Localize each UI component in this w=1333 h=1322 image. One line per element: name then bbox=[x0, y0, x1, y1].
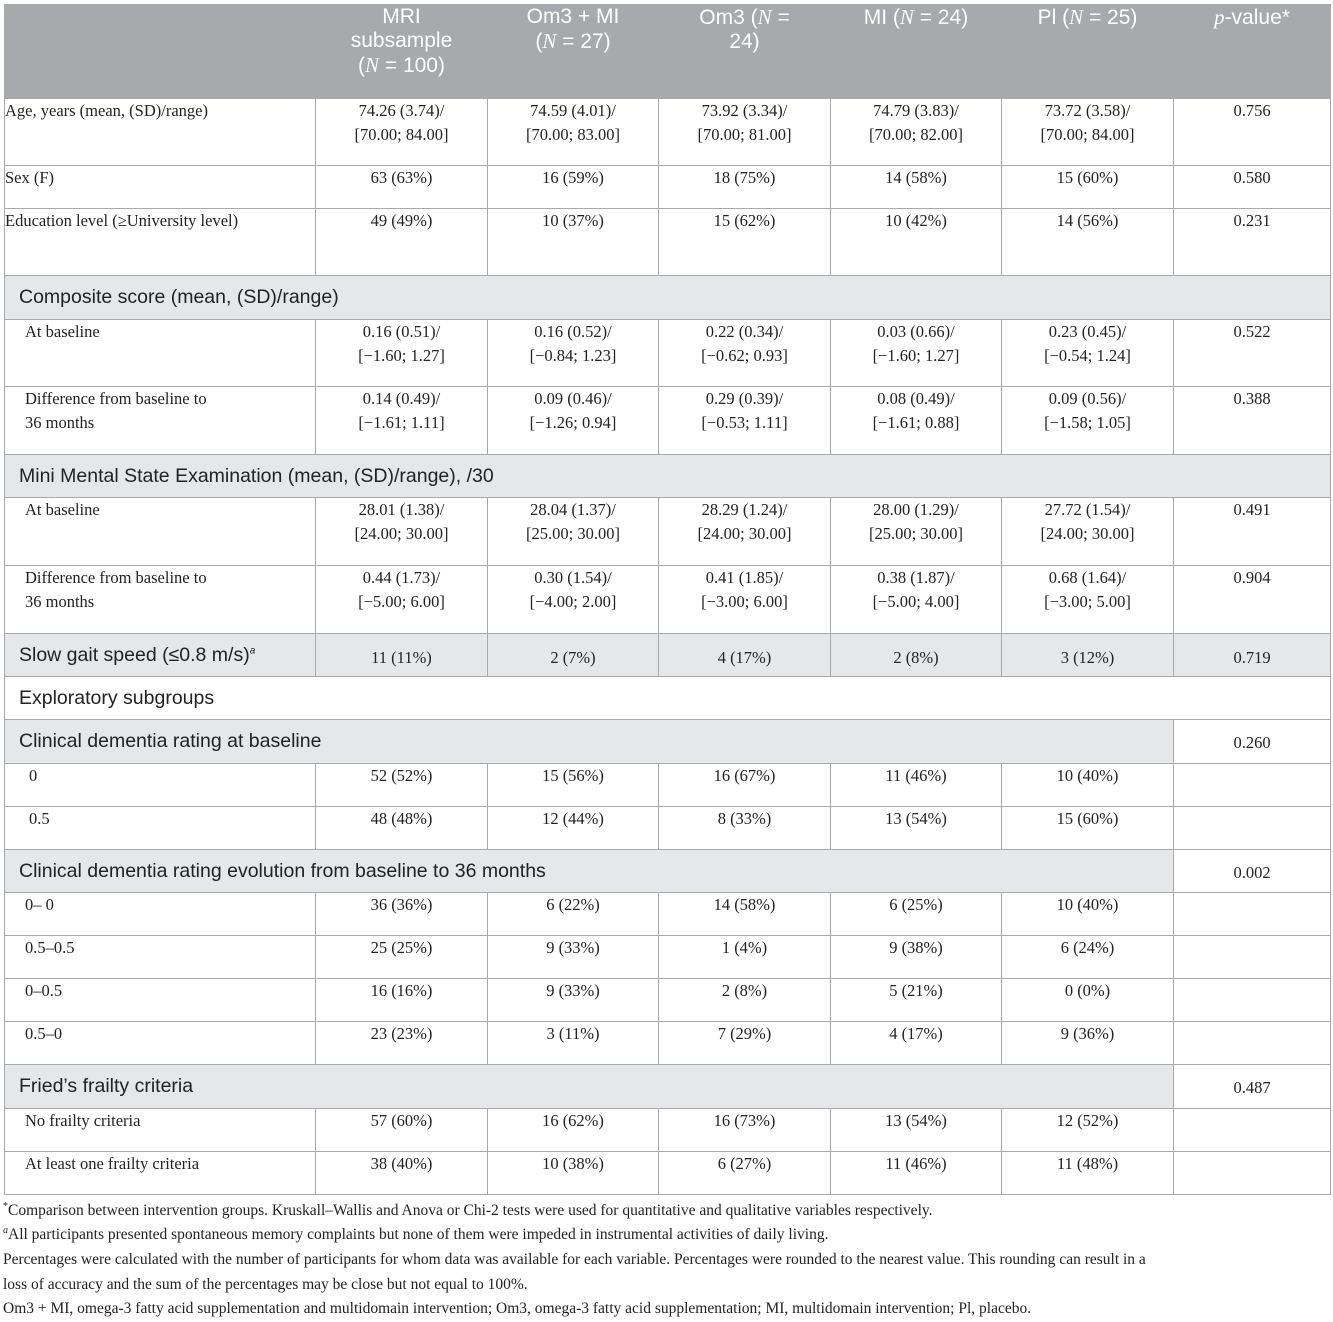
cell-p-value: 0.491 bbox=[1174, 498, 1331, 566]
row-label: 0–0.5 bbox=[5, 979, 316, 1022]
section-title: Mini Mental State Examination (mean, (SD)/range), /30 bbox=[5, 455, 1331, 498]
cell-mri: 36 (36%) bbox=[316, 893, 488, 936]
cell-mri: 74.26 (3.74)/ [70.00; 84.00] bbox=[316, 99, 488, 166]
cell-mi: 10 (42%) bbox=[831, 209, 1002, 276]
row-mmse-difference bbox=[5, 566, 1331, 634]
cell-om3: 28.29 (1.24)/ [24.00; 30.00] bbox=[659, 498, 831, 566]
cell-p-value: 0.231 bbox=[1174, 209, 1331, 276]
cell-om3: 0.22 (0.34)/ [−0.62; 0.93] bbox=[659, 320, 831, 387]
cell-p-value: 0.487 bbox=[1174, 1065, 1331, 1109]
cell-p-value: 0.002 bbox=[1174, 850, 1331, 893]
row-education bbox=[5, 209, 1331, 276]
row-slow-gait-speed bbox=[5, 634, 1331, 677]
cell-p-value: 0.522 bbox=[1174, 320, 1331, 387]
row-label: 0– 0 bbox=[5, 893, 316, 936]
row-label: Education level (≥University level) bbox=[5, 209, 316, 276]
row-sex bbox=[5, 166, 1331, 209]
cell-mri: 52 (52%) bbox=[316, 764, 488, 807]
cell-mi: 0.38 (1.87)/ [−5.00; 4.00] bbox=[831, 566, 1002, 634]
cell-placebo: 15 (60%) bbox=[1002, 807, 1174, 850]
cell-placebo: 12 (52%) bbox=[1002, 1109, 1174, 1152]
section-title: Clinical dementia rating at baseline bbox=[5, 720, 1174, 764]
cell-mri: 0.44 (1.73)/ [−5.00; 6.00] bbox=[316, 566, 488, 634]
row-label: 0.5 bbox=[5, 807, 316, 850]
cell-mri: 63 (63%) bbox=[316, 166, 488, 209]
cell-om3: 15 (62%) bbox=[659, 209, 831, 276]
cell-om3-mi: 2 (7%) bbox=[488, 634, 659, 677]
row-label: 0 bbox=[5, 764, 316, 807]
cell-mi: 5 (21%) bbox=[831, 979, 1002, 1022]
header-om3: Om3 (N = 24) bbox=[659, 5, 831, 99]
row-one-frailty bbox=[5, 1152, 1331, 1195]
section-cdr-evolution bbox=[5, 850, 1331, 893]
cell-mi: 0.03 (0.66)/ [−1.60; 1.27] bbox=[831, 320, 1002, 387]
cell-mi: 11 (46%) bbox=[831, 764, 1002, 807]
footnote-star: *Comparison between intervention groups. Kruskall–Wallis and Anova or Chi-2 tests were used for quantitative and qualitative variables respectively. bbox=[3, 1200, 933, 1219]
row-label: 0.5–0.5 bbox=[5, 936, 316, 979]
header-placebo: Pl (N = 25) bbox=[1002, 5, 1174, 99]
cell-om3: 73.92 (3.34)/ [70.00; 81.00] bbox=[659, 99, 831, 166]
cell-placebo: 0.09 (0.56)/ [−1.58; 1.05] bbox=[1002, 387, 1174, 455]
cell-placebo: 10 (40%) bbox=[1002, 764, 1174, 807]
cell-om3-mi: 12 (44%) bbox=[488, 807, 659, 850]
cell-placebo: 9 (36%) bbox=[1002, 1022, 1174, 1065]
cell-p-value bbox=[1174, 1152, 1331, 1195]
header-row bbox=[5, 5, 1331, 99]
cell-om3: 16 (67%) bbox=[659, 764, 831, 807]
row-evo-0-05 bbox=[5, 979, 1331, 1022]
row-evo-05-05 bbox=[5, 936, 1331, 979]
baseline-characteristics-table bbox=[4, 4, 1331, 1195]
cell-placebo: 73.72 (3.58)/ [70.00; 84.00] bbox=[1002, 99, 1174, 166]
cell-placebo: 10 (40%) bbox=[1002, 893, 1174, 936]
cell-om3-mi: 16 (59%) bbox=[488, 166, 659, 209]
cell-mi: 74.79 (3.83)/ [70.00; 82.00] bbox=[831, 99, 1002, 166]
cell-p-value bbox=[1174, 1109, 1331, 1152]
footnote-percentages: Percentages were calculated with the number of participants for whom data was available for each variable. Percentages were rounded to the nearest value. This rounding can result in a loss of accuracy and the sum of the percentages may be close but not equal to 100%. bbox=[3, 1251, 1146, 1293]
cell-p-value bbox=[1174, 936, 1331, 979]
header-p-value: p-value* bbox=[1174, 5, 1331, 99]
cell-mri: 0.16 (0.51)/ [−1.60; 1.27] bbox=[316, 320, 488, 387]
cell-placebo: 14 (56%) bbox=[1002, 209, 1174, 276]
cell-om3: 0.29 (0.39)/ [−0.53; 1.11] bbox=[659, 387, 831, 455]
cell-mi: 14 (58%) bbox=[831, 166, 1002, 209]
row-label: Sex (F) bbox=[5, 166, 316, 209]
cell-om3: 4 (17%) bbox=[659, 634, 831, 677]
cell-p-value bbox=[1174, 893, 1331, 936]
row-mmse-baseline bbox=[5, 498, 1331, 566]
row-evo-05-0 bbox=[5, 1022, 1331, 1065]
cell-mi: 11 (46%) bbox=[831, 1152, 1002, 1195]
cell-p-value: 0.904 bbox=[1174, 566, 1331, 634]
section-title: Clinical dementia rating evolution from baseline to 36 months bbox=[5, 850, 1174, 893]
cell-om3: 6 (27%) bbox=[659, 1152, 831, 1195]
section-mmse bbox=[5, 455, 1331, 498]
cell-om3-mi: 10 (38%) bbox=[488, 1152, 659, 1195]
cell-placebo: 15 (60%) bbox=[1002, 166, 1174, 209]
cell-mri: 49 (49%) bbox=[316, 209, 488, 276]
cell-om3: 1 (4%) bbox=[659, 936, 831, 979]
cell-om3: 0.41 (1.85)/ [−3.00; 6.00] bbox=[659, 566, 831, 634]
cell-placebo: 0 (0%) bbox=[1002, 979, 1174, 1022]
cell-om3-mi: 3 (11%) bbox=[488, 1022, 659, 1065]
cell-mi: 28.00 (1.29)/ [25.00; 30.00] bbox=[831, 498, 1002, 566]
cell-mri: 16 (16%) bbox=[316, 979, 488, 1022]
cell-mri: 0.14 (0.49)/ [−1.61; 1.11] bbox=[316, 387, 488, 455]
cell-p-value bbox=[1174, 764, 1331, 807]
cell-p-value: 0.756 bbox=[1174, 99, 1331, 166]
cell-mi: 6 (25%) bbox=[831, 893, 1002, 936]
cell-mri: 11 (11%) bbox=[316, 634, 488, 677]
cell-mi: 13 (54%) bbox=[831, 1109, 1002, 1152]
cell-mri: 38 (40%) bbox=[316, 1152, 488, 1195]
cell-om3-mi: 15 (56%) bbox=[488, 764, 659, 807]
cell-p-value: 0.260 bbox=[1174, 720, 1331, 764]
row-label: Age, years (mean, (SD)/range) bbox=[5, 99, 316, 166]
cell-om3: 18 (75%) bbox=[659, 166, 831, 209]
row-age bbox=[5, 99, 1331, 166]
cell-mri: 23 (23%) bbox=[316, 1022, 488, 1065]
row-cdr-0 bbox=[5, 764, 1331, 807]
row-label: At least one frailty criteria bbox=[5, 1152, 316, 1195]
cell-om3: 16 (73%) bbox=[659, 1109, 831, 1152]
cell-om3-mi: 6 (22%) bbox=[488, 893, 659, 936]
cell-mi: 2 (8%) bbox=[831, 634, 1002, 677]
cell-om3-mi: 16 (62%) bbox=[488, 1109, 659, 1152]
row-label: No frailty criteria bbox=[5, 1109, 316, 1152]
cell-mi: 13 (54%) bbox=[831, 807, 1002, 850]
footnote-a: $^a$All participants presented spontaneous memory complaints but none of them were impeded in instrumental activities of daily living. bbox=[3, 1224, 829, 1243]
cell-placebo: 11 (48%) bbox=[1002, 1152, 1174, 1195]
header-mri-subsample: MRI subsample (N = 100) bbox=[316, 5, 488, 99]
cell-om3: 8 (33%) bbox=[659, 807, 831, 850]
cell-om3: 7 (29%) bbox=[659, 1022, 831, 1065]
row-no-frailty bbox=[5, 1109, 1331, 1152]
cell-om3: 2 (8%) bbox=[659, 979, 831, 1022]
header-mi: MI (N = 24) bbox=[831, 5, 1002, 99]
cell-placebo: 6 (24%) bbox=[1002, 936, 1174, 979]
cell-om3-mi: 9 (33%) bbox=[488, 936, 659, 979]
row-label: Slow gait speed (≤0.8 m/s)$^a$ bbox=[5, 634, 316, 677]
row-composite-difference bbox=[5, 387, 1331, 455]
cell-mri: 57 (60%) bbox=[316, 1109, 488, 1152]
cell-om3: 14 (58%) bbox=[659, 893, 831, 936]
cell-p-value: 0.388 bbox=[1174, 387, 1331, 455]
header-variable bbox=[5, 5, 316, 99]
section-title: Composite score (mean, (SD)/range) bbox=[5, 276, 1331, 320]
cell-om3-mi: 74.59 (4.01)/ [70.00; 83.00] bbox=[488, 99, 659, 166]
row-label: At baseline bbox=[5, 320, 316, 387]
cell-om3-mi: 0.16 (0.52)/ [−0.84; 1.23] bbox=[488, 320, 659, 387]
row-label: 0.5–0 bbox=[5, 1022, 316, 1065]
cell-p-value: 0.719 bbox=[1174, 634, 1331, 677]
cell-placebo: 27.72 (1.54)/ [24.00; 30.00] bbox=[1002, 498, 1174, 566]
cell-om3-mi: 10 (37%) bbox=[488, 209, 659, 276]
row-label: At baseline bbox=[5, 498, 316, 566]
cell-p-value bbox=[1174, 1022, 1331, 1065]
cell-om3-mi: 28.04 (1.37)/ [25.00; 30.00] bbox=[488, 498, 659, 566]
row-label: Difference from baseline to 36 months bbox=[5, 566, 316, 634]
header-om3-mi: Om3 + MI (N = 27) bbox=[488, 5, 659, 99]
cell-placebo: 0.23 (0.45)/ [−0.54; 1.24] bbox=[1002, 320, 1174, 387]
footnote-abbreviations: Om3 + MI, omega-3 fatty acid supplementation and multidomain intervention; Om3, omega-3 fatty acid supplementation; MI, multidomain intervention; Pl, placebo. bbox=[3, 1300, 1032, 1317]
cell-mi: 0.08 (0.49)/ [−1.61; 0.88] bbox=[831, 387, 1002, 455]
section-composite-score bbox=[5, 276, 1331, 320]
row-label: Difference from baseline to 36 months bbox=[5, 387, 316, 455]
row-cdr-05 bbox=[5, 807, 1331, 850]
section-title: Exploratory subgroups bbox=[5, 677, 1331, 720]
section-fried-frailty bbox=[5, 1065, 1331, 1109]
cell-p-value bbox=[1174, 979, 1331, 1022]
row-composite-baseline bbox=[5, 320, 1331, 387]
section-title: Fried’s frailty criteria bbox=[5, 1065, 1174, 1109]
cell-mi: 9 (38%) bbox=[831, 936, 1002, 979]
cell-om3-mi: 0.09 (0.46)/ [−1.26; 0.94] bbox=[488, 387, 659, 455]
section-exploratory-subgroups bbox=[5, 677, 1331, 720]
cell-p-value bbox=[1174, 807, 1331, 850]
cell-mri: 28.01 (1.38)/ [24.00; 30.00] bbox=[316, 498, 488, 566]
cell-placebo: 3 (12%) bbox=[1002, 634, 1174, 677]
cell-mi: 4 (17%) bbox=[831, 1022, 1002, 1065]
cell-placebo: 0.68 (1.64)/ [−3.00; 5.00] bbox=[1002, 566, 1174, 634]
cell-mri: 48 (48%) bbox=[316, 807, 488, 850]
cell-om3-mi: 0.30 (1.54)/ [−4.00; 2.00] bbox=[488, 566, 659, 634]
cell-om3-mi: 9 (33%) bbox=[488, 979, 659, 1022]
row-evo-0-0 bbox=[5, 893, 1331, 936]
cell-mri: 25 (25%) bbox=[316, 936, 488, 979]
cell-p-value: 0.580 bbox=[1174, 166, 1331, 209]
section-cdr-baseline bbox=[5, 720, 1331, 764]
